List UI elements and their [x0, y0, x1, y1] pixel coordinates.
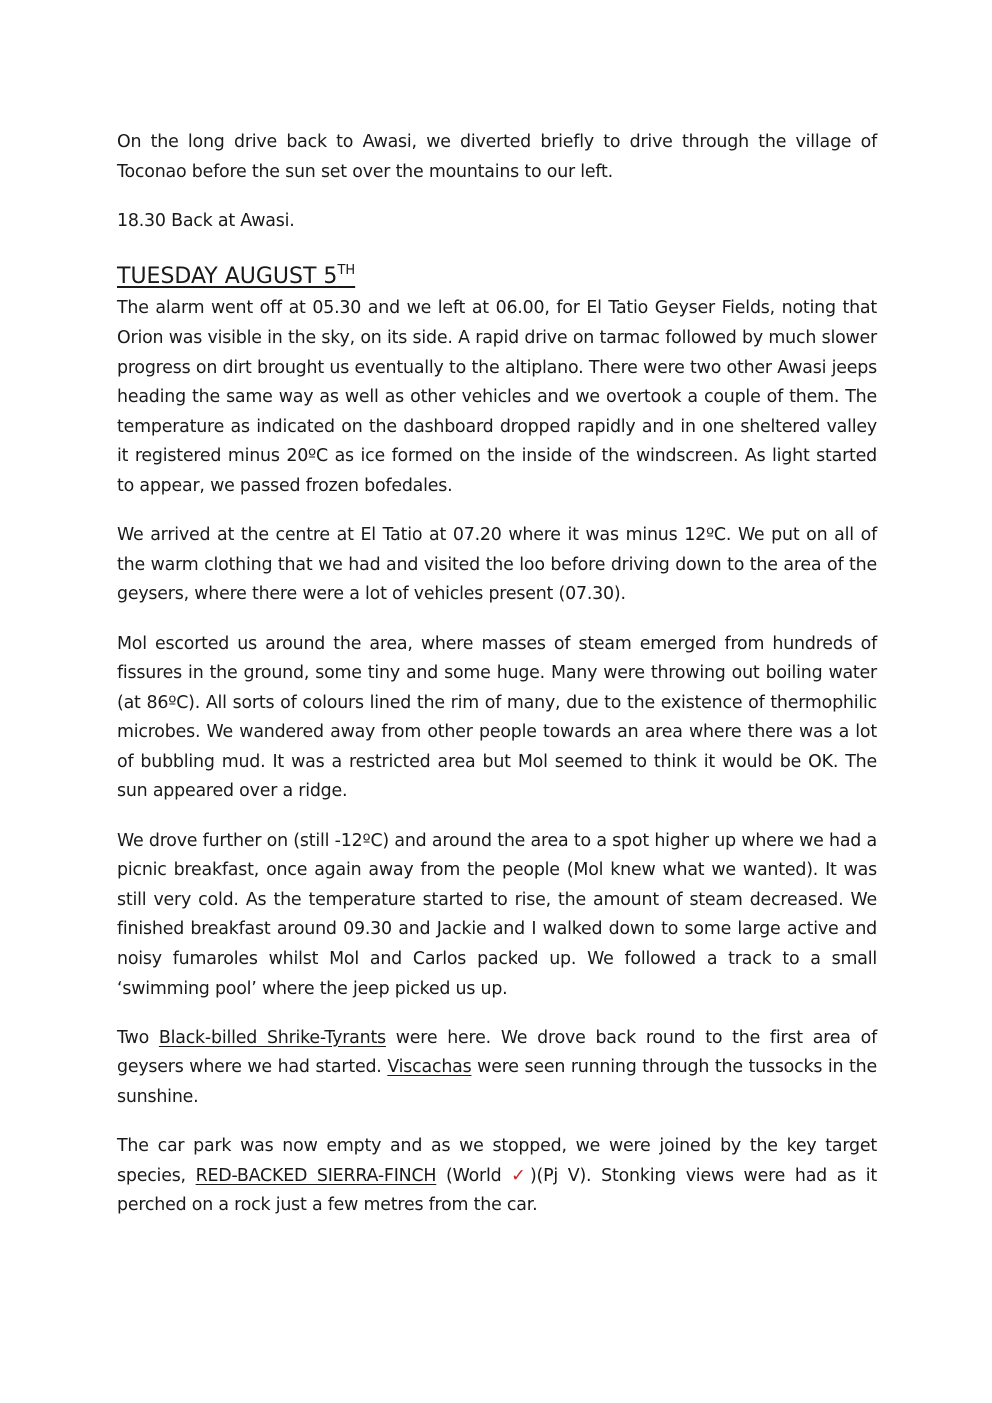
text-run: The car park was now empty and as we stopped, we were joined by the key target species, — [117, 1136, 877, 1186]
paragraph-drive-back: On the long drive back to Awasi, we diverted briefly to drive through the village of Toconao before the sun set over the mountains to our left. — [117, 132, 877, 182]
paragraph-shrike-tyrants — [117, 1024, 877, 1113]
text-run: (World — [436, 1165, 512, 1186]
text-run: Two — [117, 1027, 159, 1048]
checkmark-icon: ✓ — [511, 1165, 530, 1186]
text-run: were seen running through the tussocks in the sunshine. — [117, 1057, 878, 1107]
paragraph-sierra-finch — [117, 1132, 877, 1221]
paragraph-el-tatio-arrival: We arrived at the centre at El Tatio at 07.20 where it was minus 12ºC. We put on all of the warm clothing that we had and visited the loo before driving down to the area of the geysers, where there were a lot of vehicles present (07.30). — [117, 525, 877, 605]
species-viscacha: Viscachas — [387, 1057, 472, 1078]
day-heading-text: TUESDAY AUGUST 5 — [117, 264, 338, 290]
paragraph-geysers: Mol escorted us around the area, where masses of steam emerged from hundreds of fissures in the ground, some tiny and some huge. Many were throwing out boiling water (at 86ºC). All sorts of colours lined the rim of many, due to the existence of thermophilic microbes. We wandered away from other people towards an area where there was a lot of bubbling mud. It was a restricted area but Mol seemed to think it would be OK. The sun appeared over a ridge. — [117, 633, 877, 802]
paragraph-breakfast: We drove further on (still -12ºC) and around the area to a spot higher up where we had a picnic breakfast, once again away from the people (Mol knew what we wanted). It was still very cold. As the temperature started to rise, the amount of steam decreased. We finished breakfast around 09.30 and Jackie and I walked down to some large active and noisy fumaroles whilst Mol and Carlos packed up. We followed a track to a small ‘swimming pool’ where the jeep picked us up. — [117, 830, 877, 999]
paragraph-arrival-time: 18.30 Back at Awasi. — [117, 210, 295, 231]
text-run: were here. We drove back round to the first area of geysers where we had started. — [117, 1027, 877, 1078]
document-page — [117, 128, 877, 1241]
day-heading-superscript: TH — [337, 263, 356, 279]
paragraph-alarm: The alarm went off at 05.30 and we left at 06.00, for El Tatio Geyser Fields, noting that Orion was visible in the sky, on its side. A rapid drive on tarmac followed by much slower progress on dirt brought us eventually to the altiplano. There were two other Awasi jeeps heading the same way as well as other vehicles and we overtook a couple of them. The temperature as indicated on the dashboard dropped rapidly and in one sheltered valley it registered minus 20ºC as ice formed on the inside of the windscreen. As light started to appear, we passed frozen bofedales. — [117, 298, 877, 496]
day-heading — [117, 262, 877, 292]
species-red-backed-sierra-finch: RED-BACKED SIERRA-FINCH — [195, 1165, 437, 1186]
text-run: )(Pj V). Stonking views were had as it perched on a rock just a few metres from the car. — [117, 1165, 878, 1216]
species-black-billed-shrike-tyrant: Black-billed Shrike-Tyrants — [158, 1027, 386, 1048]
